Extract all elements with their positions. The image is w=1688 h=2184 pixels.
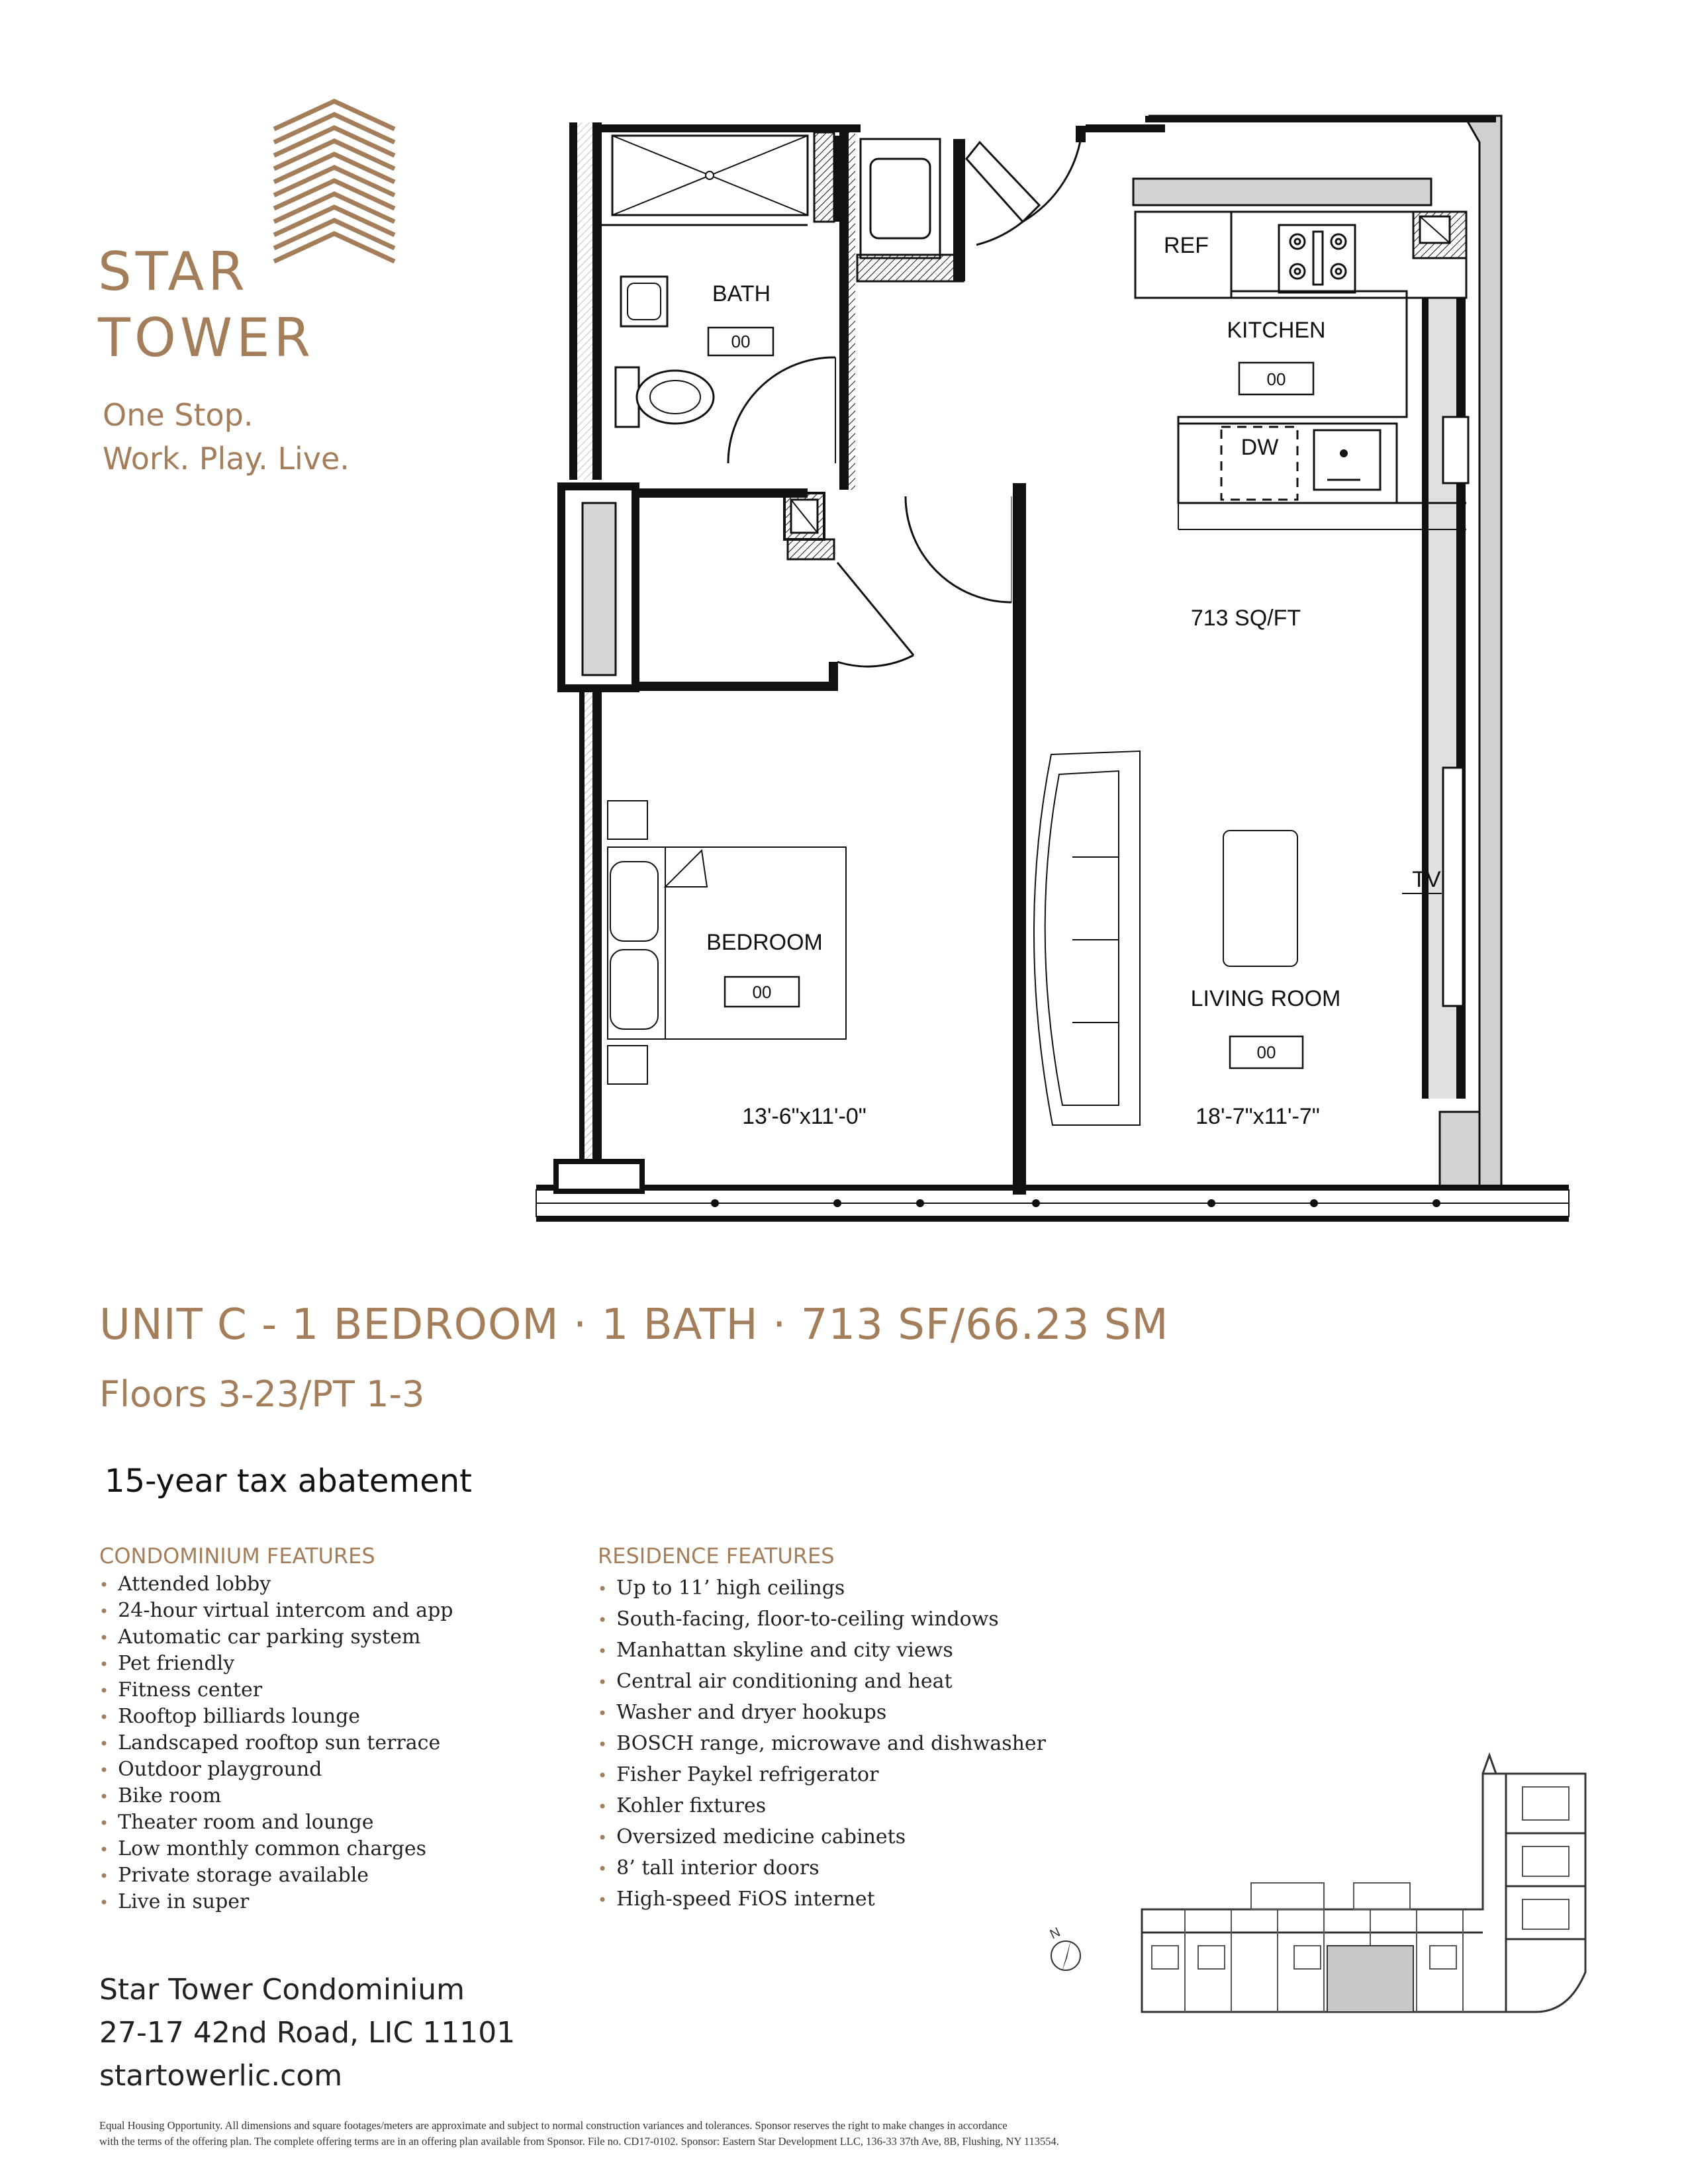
list-item: • Oversized medicine cabinets xyxy=(598,1825,906,1848)
area-label: 713 SQ/FT xyxy=(1190,606,1301,631)
north-label: N xyxy=(1047,1925,1063,1942)
list-item: • Central air conditioning and heat xyxy=(598,1670,953,1693)
disclaimer-line2: with the terms of the offering plan. The complete offering terms are in an offering plan available from Sponsor. File no. CD17-0102. Sponsor: Eastern Star Development LLC, 136-33 37th Ave, 8B, Flushing, NY 113554. xyxy=(99,2135,1059,2148)
list-item: • High-speed FiOS internet xyxy=(598,1888,875,1911)
bath-tag: 00 xyxy=(731,332,751,351)
living-label: LIVING ROOM xyxy=(1190,986,1341,1011)
tv-label: TV xyxy=(1412,867,1441,892)
living-dims: 18'-7"x11'-7" xyxy=(1196,1104,1320,1129)
residence-features-heading: RESIDENCE FEATURES xyxy=(598,1543,835,1569)
ref-label: REF xyxy=(1164,233,1209,258)
disclaimer-line1: Equal Housing Opportunity. All dimensions and square footages/meters are approximate and subject to normal construction variances and tolerances. Sponsor reserves the right to make changes in accordance xyxy=(99,2119,1008,2132)
living-tag: 00 xyxy=(1256,1042,1276,1062)
list-item: • Theater room and lounge xyxy=(99,1811,374,1834)
list-item: • Fitness center xyxy=(99,1678,263,1702)
list-item: • Rooftop billiards lounge xyxy=(99,1705,361,1728)
list-item: • Up to 11’ high ceilings xyxy=(598,1576,845,1600)
tagline-line1: One Stop. xyxy=(103,397,254,433)
key-plan xyxy=(1033,1747,1602,2025)
list-item: • Manhattan skyline and city views xyxy=(598,1639,953,1662)
unit-title: UNIT C - 1 BEDROOM · 1 BATH · 713 SF/66.23 SM xyxy=(99,1300,1169,1349)
condo-features-heading: CONDOMINIUM FEATURES xyxy=(99,1543,375,1569)
website-link[interactable]: startowerlic.com xyxy=(99,2059,343,2093)
brand-name-line1: STAR xyxy=(98,241,249,302)
list-item: • Low monthly common charges xyxy=(99,1837,427,1860)
list-item: • BOSCH range, microwave and dishwasher xyxy=(598,1732,1047,1755)
list-item: • Kohler fixtures xyxy=(598,1794,767,1817)
bath-label: BATH xyxy=(712,281,771,306)
address-line1: Star Tower Condominium xyxy=(99,1973,465,2007)
dw-label: DW xyxy=(1241,435,1279,460)
list-item: • Bike room xyxy=(99,1784,222,1807)
list-item: • Fisher Paykel refrigerator xyxy=(598,1763,879,1786)
list-item: • Automatic car parking system xyxy=(99,1625,421,1649)
list-item: • Landscaped rooftop sun terrace xyxy=(99,1731,441,1754)
list-item: • 8’ tall interior doors xyxy=(598,1856,820,1880)
bedroom-tag: 00 xyxy=(752,982,772,1002)
list-item: • Washer and dryer hookups xyxy=(598,1701,887,1724)
kitchen-label: KITCHEN xyxy=(1227,318,1326,343)
address-line2: 27-17 42nd Road, LIC 11101 xyxy=(99,2016,516,2050)
residence-features-list xyxy=(598,1576,1046,1919)
brand-logo xyxy=(271,96,397,275)
list-item: • Pet friendly xyxy=(99,1652,235,1675)
bedroom-dims: 13'-6"x11'-0" xyxy=(742,1104,867,1129)
list-item: • Outdoor playground xyxy=(99,1758,322,1781)
unit-floors: Floors 3-23/PT 1-3 xyxy=(99,1373,425,1415)
floor-plan xyxy=(516,99,1575,1240)
tagline-line2: Work. Play. Live. xyxy=(103,441,350,477)
tax-abatement: 15-year tax abatement xyxy=(105,1463,472,1500)
bedroom-label: BEDROOM xyxy=(706,930,823,955)
list-item: • Attended lobby xyxy=(99,1572,271,1596)
list-item: • 24-hour virtual intercom and app xyxy=(99,1599,453,1622)
kitchen-tag: 00 xyxy=(1266,369,1286,389)
list-item: • Live in super xyxy=(99,1890,250,1913)
list-item: • Private storage available xyxy=(99,1864,369,1887)
brand-name-line2: TOWER xyxy=(98,307,315,369)
list-item: • South-facing, floor-to-ceiling windows xyxy=(598,1608,999,1631)
condo-features-list xyxy=(99,1572,453,1917)
